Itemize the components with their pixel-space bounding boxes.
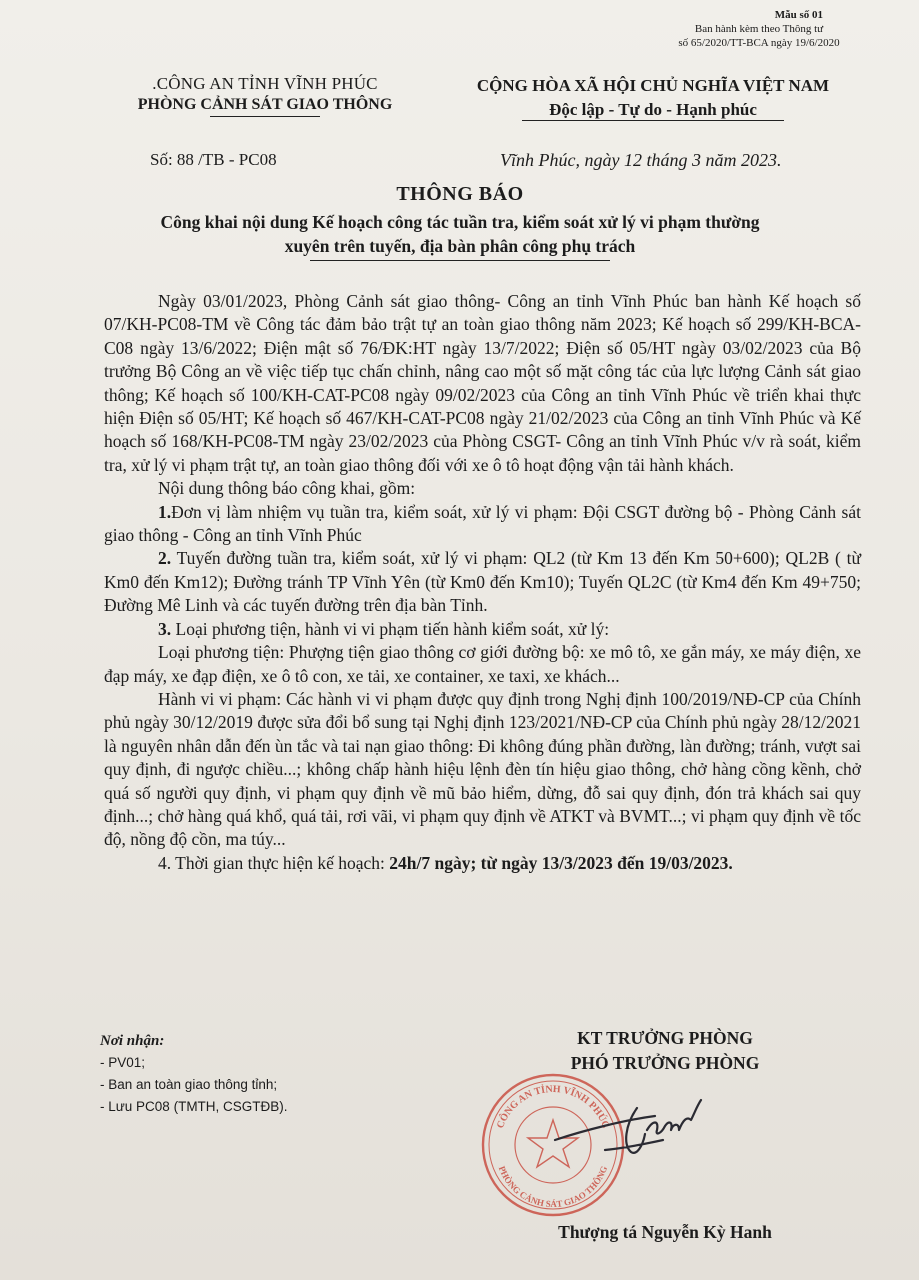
national-motto: Độc lập - Tự do - Hạnh phúc	[549, 100, 757, 119]
recipient-item: - Ban an toàn giao thông tỉnh;	[100, 1077, 278, 1092]
document-body	[104, 290, 861, 875]
document-title: THÔNG BÁO	[396, 183, 524, 205]
paragraph-background: Ngày 03/01/2023, Phòng Cảnh sát giao thông- Công an tỉnh Vĩnh Phúc ban hành Kế hoạch số 07/KH-PC08-TM về Công tác đảm bảo trật tự an toàn giao thông năm 2023; Kế hoạch số 299/KH-BCA-C08 ngày 13/6/2022; Điện mật số 76/ĐK:HT ngày 13/7/2022; Điện số 05/HT ngày 03/02/2023 của Bộ trưởng Bộ Công an về việc tiếp tục chấn chỉnh, nâng cao một số mặt công tác của lực lượng Cảnh sát giao thông; Kế hoạch số 100/KH-CAT-PC08 ngày 09/02/2023 của Công an tỉnh Vĩnh Phúc về triển khai thực hiện Điện số 05/HT; Kế hoạch số 467/KH-CAT-PC08 ngày 21/02/2023 của Công an tỉnh Vĩnh Phúc và Kế hoạch số 168/KH-PC08-TM ngày 23/02/2023 của Phòng CSGT- Công an tỉnh Vĩnh Phúc v/v rà soát, kiểm tra, xử lý vi phạm trật tự, an toàn giao thông đối với xe ô tô hoạt động vận tải hành khách.	[104, 291, 861, 475]
agency-name: .CÔNG AN TỈNH VĨNH PHÚC	[152, 74, 378, 93]
item-2-number: 2.	[158, 548, 172, 569]
item-4	[104, 852, 861, 875]
vehicle-types: Loại phương tiện: Phượng tiện giao thông cơ giới đường bộ: xe mô tô, xe gắn máy, xe máy điện, xe đạp máy, xe đạp điện, xe ô tô con, xe tải, xe container, xe taxi, xe khách...	[104, 642, 861, 686]
signer-name: Thượng tá Nguyễn Kỳ Hanh	[558, 1222, 772, 1242]
recipients-label: Nơi nhận:	[100, 1033, 165, 1049]
recipients	[100, 1030, 430, 1118]
department-underline	[210, 116, 320, 117]
signer-authority: KT TRƯỞNG PHÒNG	[577, 1028, 753, 1048]
paragraph-intro: Nội dung thông báo công khai, gồm:	[158, 478, 416, 499]
subtitle-line-2: xuyên trên tuyến, địa bàn phân công phụ trách	[284, 236, 636, 256]
stamp-text-bottom: PHÒNG CẢNH SÁT GIAO THÔNG	[496, 1164, 610, 1210]
nation-name: CỘNG HÒA XÃ HỘI CHỦ NGHĨA VIỆT NAM	[476, 76, 830, 95]
subtitle-line-1: Công khai nội dung Kế hoạch công tác tuần tra, kiểm soát xử lý vi phạm thường	[160, 212, 760, 232]
place-and-date: Vĩnh Phúc, ngày 12 tháng 3 năm 2023.	[500, 150, 782, 170]
document-subtitle	[60, 210, 860, 258]
subtitle-underline	[310, 260, 610, 261]
item-2	[104, 547, 861, 617]
recipient-item: - PV01;	[100, 1055, 146, 1070]
signer-role: PHÓ TRƯỞNG PHÒNG	[570, 1053, 760, 1073]
department-name: PHÒNG CẢNH SÁT GIAO THÔNG	[137, 96, 393, 113]
form-ref-line2: số 65/2020/TT-BCA ngày 19/6/2020	[678, 37, 840, 49]
item-3-number: 3.	[158, 618, 172, 639]
item-4-label: 4. Thời gian thực hiện kế hoạch:	[158, 852, 390, 873]
item-4-value: 24h/7 ngày; từ ngày 13/3/2023 đến 19/03/2023.	[389, 852, 733, 873]
issuing-agency	[100, 74, 430, 117]
recipient-item: - Lưu PC08 (TMTH, CSGTĐB).	[100, 1099, 288, 1114]
stamp-text-top: CÔNG AN TỈNH VĨNH PHÚC	[494, 1083, 612, 1131]
motto-underline	[522, 120, 784, 121]
item-2-text: Tuyến đường tuần tra, kiểm soát, xử lý vi phạm: QL2 (từ Km 13 đến Km 50+600); QL2B ( từ Km0 đến Km12); Đường tránh TP Vĩnh Yên (từ Km0 đến Km10); Tuyến QL2C (từ Km4 đến Km 49+750; Đường Mê Linh và các tuyến đường trên địa bàn Tỉnh.	[104, 548, 861, 616]
item-1	[104, 501, 861, 548]
form-ref-line1: Ban hành kèm theo Thông tư	[694, 23, 824, 35]
form-number: Mẫu số 01	[774, 9, 823, 21]
violation-types: Hành vi vi phạm: Các hành vi vi phạm được quy định trong Nghị định 100/2019/NĐ-CP của Chính phủ ngày 30/12/2019 được sửa đổi bổ sung tại Nghị định 123/2021/NĐ-CP của Chính phủ ngày 28/12/2021 là nguyên nhân dẫn đến ùn tắc và tai nạn giao thông: Đi không đúng phần đường, làn đường; tránh, vượt sai quy định, đi ngược chiều...; không chấp hành hiệu lệnh đèn tín hiệu giao thông, chở hàng cồng kềnh, chở quá số người quy định, vi phạm quy định về mũ bảo hiểm, dừng, đỗ sai quy định, đón trả khách sai quy định...; chở hàng quá khổ, quá tải, rơi vãi, vi phạm quy định về ATKT và BVMT...; vi phạm quy định về tốc độ, nồng độ cồn, ma túy...	[104, 688, 861, 850]
document-number: Số: 88 /TB - PC08	[150, 150, 277, 169]
item-1-number: 1.	[158, 501, 172, 522]
national-header	[428, 76, 878, 121]
item-1-text: Đơn vị làm nhiệm vụ tuần tra, kiểm soát, xử lý vi phạm: Đội CSGT đường bộ - Phòng Cảnh sát giao thông - Công an tỉnh Vĩnh Phúc	[104, 501, 861, 546]
form-reference	[659, 8, 859, 50]
title-block	[60, 183, 860, 261]
handwritten-signature	[545, 1090, 745, 1170]
item-3-text: Loại phương tiện, hành vi vi phạm tiến hành kiểm soát, xử lý:	[171, 618, 610, 639]
item-3	[104, 618, 861, 641]
